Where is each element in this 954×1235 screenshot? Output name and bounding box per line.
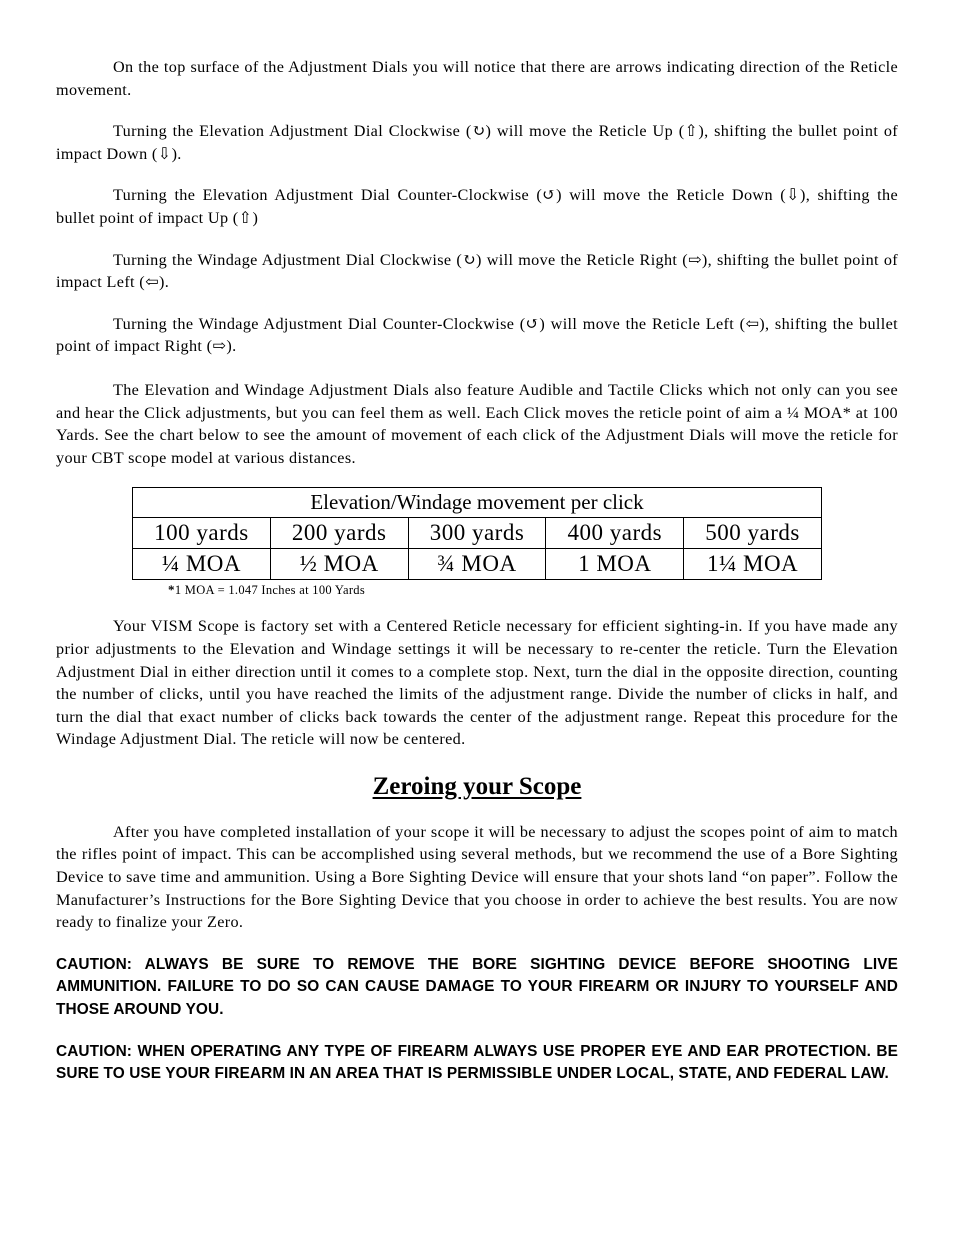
caution-eye-ear-protection: CAUTION: WHEN OPERATING ANY TYPE OF FIREARM ALWAYS USE PROPER EYE AND EAR PROTECTION. BE SURE TO USE YOUR FIREARM IN AN AREA THAT IS PERMISSIBLE UNDER LOCAL, STATE, AND FEDERAL LAW. [56,1043,898,1083]
table-cell-moa: 1¼ MOA [684,549,822,580]
paragraph-elevation-counter-clockwise: Turning the Elevation Adjustment Dial Counter-Clockwise (↺) will move the Reticle Down (⇩), shifting the bullet point of impact Up (⇧) [56,186,898,227]
paragraph-centered-reticle: Your VISM Scope is factory set with a Centered Reticle necessary for efficient sighting-in. If you have made any prior adjustments to the Elevation and Windage settings it will be necessary to re-center the reticle. Turn the Elevation Adjustment Dial in either direction until it comes to a complete stop. Next, turn the dial in the opposite direction, counting the number of clicks, until you have reached the limits of the adjustment range. Divide the number of clicks in half, and turn the dial that exact number of clicks back towards the center of the adjustment range. Repeat this procedure for the Windage Adjustment Dial. The reticle will now be centered. [56,617,898,749]
table-cell-distance: 500 yards [684,518,822,549]
table-cell-moa: 1 MOA [546,549,684,580]
table-moa-row [133,549,822,580]
table-distance-row [133,518,822,549]
paragraph-dial-arrows: On the top surface of the Adjustment Dials you will notice that there are arrows indicating direction of the Reticle movement. [56,58,898,99]
table-cell-distance: 100 yards [133,518,271,549]
table-cell-moa: ¼ MOA [133,549,271,580]
caution-bore-sighting: CAUTION: ALWAYS BE SURE TO REMOVE THE BORE SIGHTING DEVICE BEFORE SHOOTING LIVE AMMUNITION. FAILURE TO DO SO CAN CAUSE DAMAGE TO YOUR FIREARM OR INJURY TO YOURSELF AND THOSE AROUND YOU. [56,955,898,1018]
paragraph-windage-clockwise: Turning the Windage Adjustment Dial Clockwise (↻) will move the Reticle Right (⇨), shifting the bullet point of impact Left (⇦). [56,250,898,292]
section-heading: Zeroing your Scope [372,772,582,800]
paragraph-audible-clicks: The Elevation and Windage Adjustment Dials also feature Audible and Tactile Clicks which not only can you see and hear the Click adjustments, but you can feel them as well. Each Click moves the reticle point of aim a ¼ MOA* at 100 Yards. See the chart below to see the amount of movement of each click of the Adjustment Dials will move the reticle for your CBT scope model at various distances. [56,380,898,467]
table-cell-distance: 400 yards [546,518,684,549]
paragraph-windage-counter-clockwise: Turning the Windage Adjustment Dial Counter-Clockwise (↺) will move the Reticle Left (⇦), shifting the bullet point of impact Right (⇨). [56,314,898,356]
paragraph-bore-sighting: After you have completed installation of your scope it will be necessary to adjust the scopes point of aim to match the rifles point of impact. This can be accomplished using several methods, but we recommend the use of a Bore Sighting Device to save time and ammunition. Using a Bore Sighting Device will ensure that your shots land “on paper”. Follow the Manufacturer’s Instructions for the Bore Sighting Device that you choose in order to achieve the best results. You are now ready to finalize your Zero. [56,822,898,932]
moa-table-section [132,487,822,598]
table-cell-moa: ½ MOA [270,549,408,580]
table-cell-distance: 300 yards [408,518,546,549]
table-cell-moa: ¾ MOA [408,549,546,580]
document-page [56,56,898,1086]
footnote-text: 1 MOA = 1.047 Inches at 100 Yards [174,583,366,598]
table-footnote [168,582,822,598]
table-header-row [133,488,822,518]
footnote-mark: * [168,582,175,598]
table-title: Elevation/Windage movement per click [133,488,822,518]
moa-table [132,487,822,580]
paragraph-elevation-clockwise: Turning the Elevation Adjustment Dial Clockwise (↻) will move the Reticle Up (⇧), shifting the bullet point of impact Down (⇩). [56,122,898,163]
table-cell-distance: 200 yards [270,518,408,549]
